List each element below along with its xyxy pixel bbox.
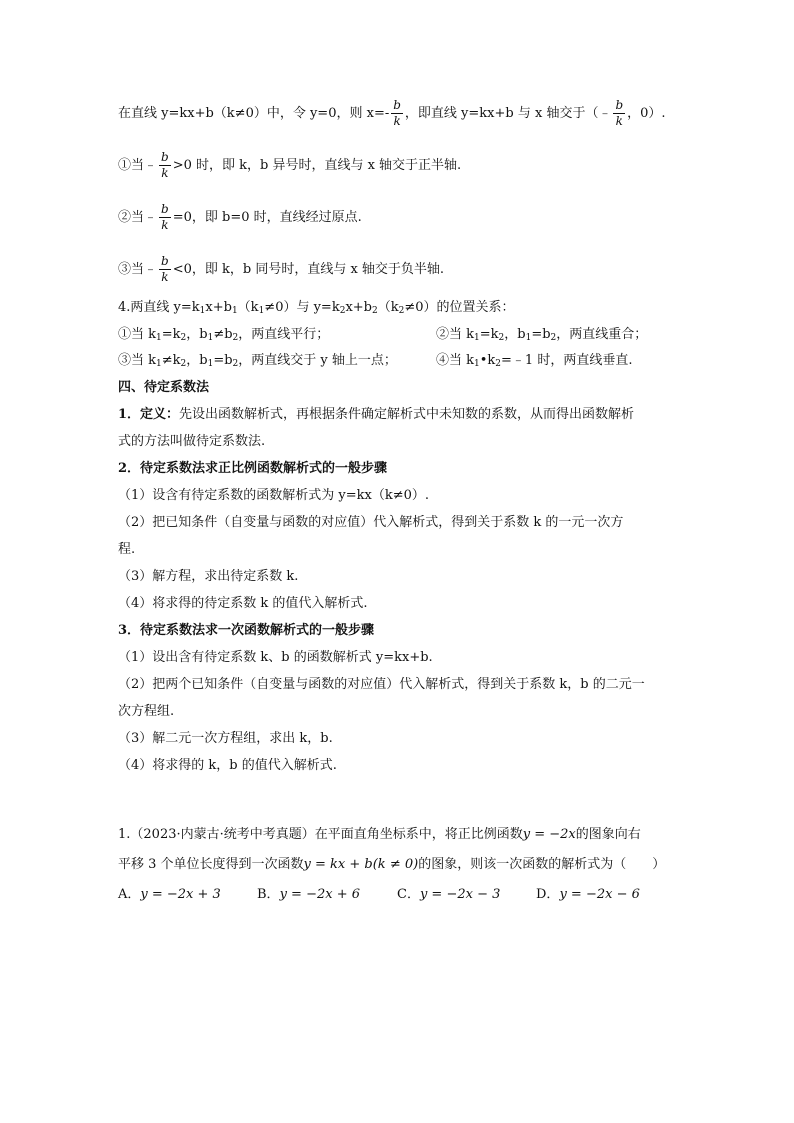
subheading-linear: 3．待定系数法求一次函数解析式的一般步骤 (118, 623, 375, 638)
step-text: （4）将求得的待定系数 k 的值代入解析式. (118, 596, 368, 611)
intro-line: 在直线 y=kx+b（k≠0）中，令 y=0，则 x=- $\frac{b}{k}$ ，即直线 y=kx+b 与 x 轴交于（﹣ $\frac{b}{k}$ ，0）. (118, 98, 666, 128)
case-1-line: ①当﹣ $\frac{b}{k}$ >0 时，即 k，b 异号时，直线与 x 轴交于正半轴. (118, 150, 462, 180)
section-title: 四、待定系数法 (118, 380, 210, 395)
case-2-line: ②当﹣ $\frac{b}{k}$ =0，即 b=0 时，直线经过原点. (118, 202, 362, 232)
step-text: （3）解二元一次方程组，求出 k，b. (118, 731, 333, 746)
option-a[interactable]: A．y = −2x + 3 (118, 887, 221, 902)
definition-line-1: 1．定义：先设出函数解析式，再根据条件确定解析式中未知数的系数，从而得出函数解析 (118, 407, 635, 422)
fraction: $\frac{b}{k}$ (161, 254, 169, 284)
subheading-proportional: 2．待定系数法求正比例函数解析式的一般步骤 (118, 461, 388, 476)
relation-coincide: ②当 $k_1=k_2$，$b_1=b_2$，两直线重合； (436, 327, 648, 343)
question-line-1: 1.（2023·内蒙古·统考中考真题）在平面直角坐标系中，将正比例函数y = −2x的图象向右 (118, 827, 641, 842)
option-d[interactable]: D．y = −2x − 6 (536, 887, 640, 902)
fraction: $\frac{b}{k}$ (393, 98, 401, 128)
step-text: （4）将求得的 k，b 的值代入解析式. (118, 758, 337, 773)
relation-perpendicular: ④当 $k_1•k_2=﹣1$ 时，两直线垂直. (436, 353, 633, 369)
relation-intersect: ③当 $k_1\ne k_2$，$b_1=b_2$，两直线交于 y 轴上一点； (118, 353, 397, 369)
step-text: （3）解方程，求出待定系数 k. (118, 569, 299, 584)
fraction: $\frac{b}{k}$ (161, 202, 169, 232)
relation-parallel: ①当 $k_1=k_2$，$b_1\ne b_2$，两直线平行； (118, 327, 330, 343)
case-3-line: ③当﹣ $\frac{b}{k}$ <0，即 k，b 同号时，直线与 x 轴交于负半轴. (118, 254, 445, 284)
fraction: $\frac{b}{k}$ (161, 150, 169, 180)
step-text: 次方程组. (118, 704, 175, 719)
option-b[interactable]: B．y = −2x + 6 (257, 887, 360, 902)
step-text: （1）设含有待定系数的函数解析式为 y=kx（k≠0）. (118, 488, 430, 503)
step-text: 程. (118, 542, 136, 557)
fraction: $\frac{b}{k}$ (615, 98, 624, 128)
definition-line-2: 式的方法叫做待定系数法. (118, 434, 266, 449)
relation-heading: 4.两直线 $y=k_1x+b_1(k_1\ne 0)$与 $y=k_2x+b_2(k_2\ne 0)$的位置关系： (118, 300, 515, 316)
step-text: （2）把已知条件（自变量与函数的对应值）代入解析式，得到关于系数 k 的一元一次方 (118, 515, 624, 530)
step-text: （2）把两个已知条件（自变量与函数的对应值）代入解析式，得到关于系数 k，b 的二元一 (118, 677, 645, 692)
question-line-2: 平移 3 个单位长度得到一次函数y = kx + b(k ≠ 0)的图象，则该一次函数的解析式为（ ） (118, 857, 666, 872)
option-c[interactable]: C．y = −2x − 3 (397, 887, 501, 902)
step-text: （1）设出含有待定系数 k、b 的函数解析式 y=kx+b. (118, 650, 433, 665)
